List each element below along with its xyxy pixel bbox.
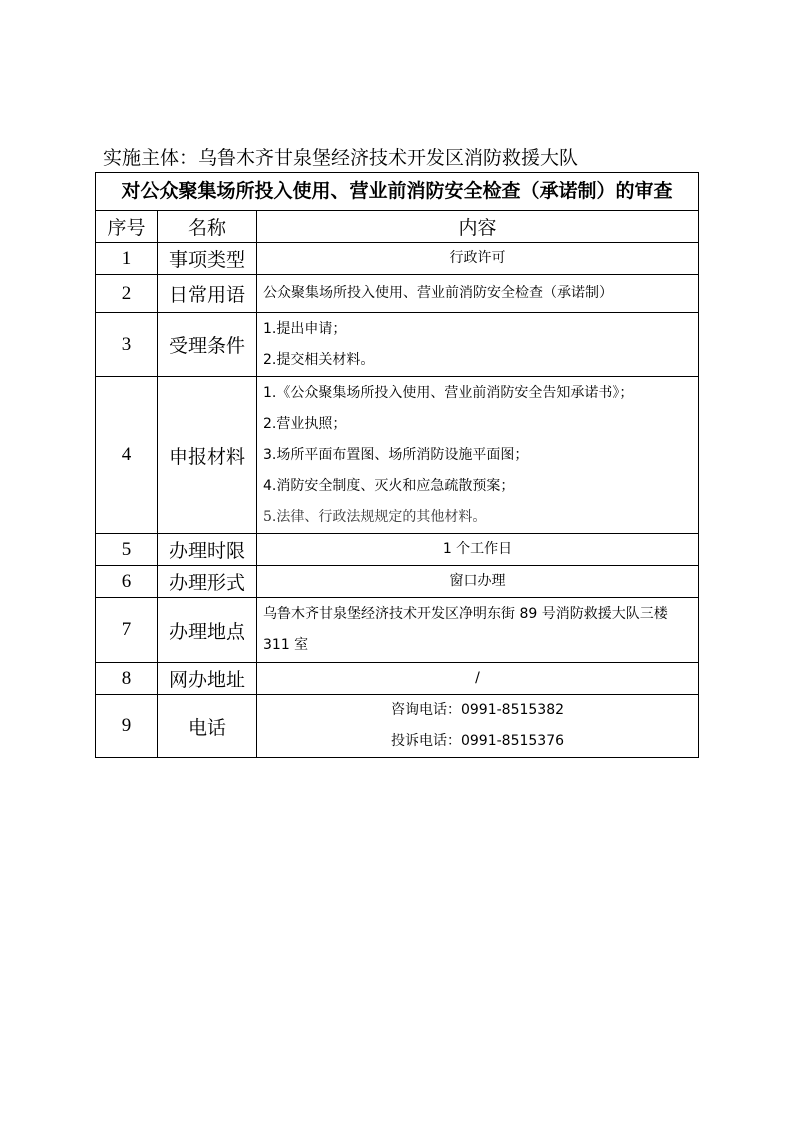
content-line: 2.提交相关材料。 — [263, 351, 375, 368]
content-line: 咨询电话：0991-8515382 — [390, 702, 565, 718]
table-row — [96, 377, 699, 534]
row-content — [257, 695, 699, 758]
content-line: 乌鲁木齐甘泉堡经济技术开发区净明东街 89 号消防救援大队三楼 311 室 — [263, 606, 668, 653]
row-number: 9 — [96, 695, 158, 758]
content-line: / — [475, 670, 480, 686]
content-line: 1.《公众聚集场所投入使用、营业前消防安全告知承诺书》； — [263, 384, 634, 401]
content-line: 投诉电话：0991-8515376 — [390, 733, 565, 749]
content-line: 5.法律、行政法规规定的其他材料。 — [263, 508, 487, 525]
table-row — [96, 534, 699, 566]
table-row — [96, 598, 699, 663]
row-number: 2 — [96, 275, 158, 313]
row-name: 网办地址 — [158, 663, 257, 695]
row-content — [257, 275, 699, 313]
table-row — [96, 243, 699, 275]
row-content — [257, 534, 699, 566]
row-number: 5 — [96, 534, 158, 566]
content-line: 3.场所平面布置图、场所消防设施平面图； — [263, 446, 529, 463]
implementing-body-line: 实施主体：乌鲁木齐甘泉堡经济技术开发区消防救援大队 — [103, 147, 579, 169]
table-row — [96, 275, 699, 313]
column-header-content: 内容 — [257, 211, 699, 243]
row-name: 办理时限 — [158, 534, 257, 566]
content-line: 行政许可 — [449, 250, 506, 266]
content-line: 4.消防安全制度、灭火和应急疏散预案； — [263, 477, 515, 494]
table-row — [96, 566, 699, 598]
row-number: 4 — [96, 377, 158, 534]
row-name: 事项类型 — [158, 243, 257, 275]
row-content — [257, 663, 699, 695]
content-line: 窗口办理 — [449, 573, 506, 589]
table-row — [96, 313, 699, 377]
content-line: 公众聚集场所投入使用、营业前消防安全检查（承诺制） — [263, 285, 613, 301]
column-header-name: 名称 — [158, 211, 257, 243]
column-header-no: 序号 — [96, 211, 158, 243]
table-row — [96, 695, 699, 758]
table-title: 对公众聚集场所投入使用、营业前消防安全检查（承诺制）的审查 — [96, 173, 699, 211]
row-content — [257, 598, 699, 663]
row-content — [257, 377, 699, 534]
content-line: 2.营业执照； — [263, 415, 347, 432]
row-content — [257, 566, 699, 598]
service-info-table — [95, 172, 699, 758]
table-title-row — [96, 173, 699, 211]
row-name: 电话 — [158, 695, 257, 758]
row-name: 日常用语 — [158, 275, 257, 313]
row-number: 6 — [96, 566, 158, 598]
row-content — [257, 313, 699, 377]
table-row — [96, 663, 699, 695]
row-name: 办理形式 — [158, 566, 257, 598]
content-line: 1.提出申请； — [263, 320, 347, 337]
row-name: 办理地点 — [158, 598, 257, 663]
row-name: 申报材料 — [158, 377, 257, 534]
row-name: 受理条件 — [158, 313, 257, 377]
row-number: 8 — [96, 663, 158, 695]
row-number: 7 — [96, 598, 158, 663]
content-line: 1 个工作日 — [442, 541, 513, 557]
row-number: 1 — [96, 243, 158, 275]
row-number: 3 — [96, 313, 158, 377]
row-content — [257, 243, 699, 275]
table-header-row — [96, 211, 699, 243]
